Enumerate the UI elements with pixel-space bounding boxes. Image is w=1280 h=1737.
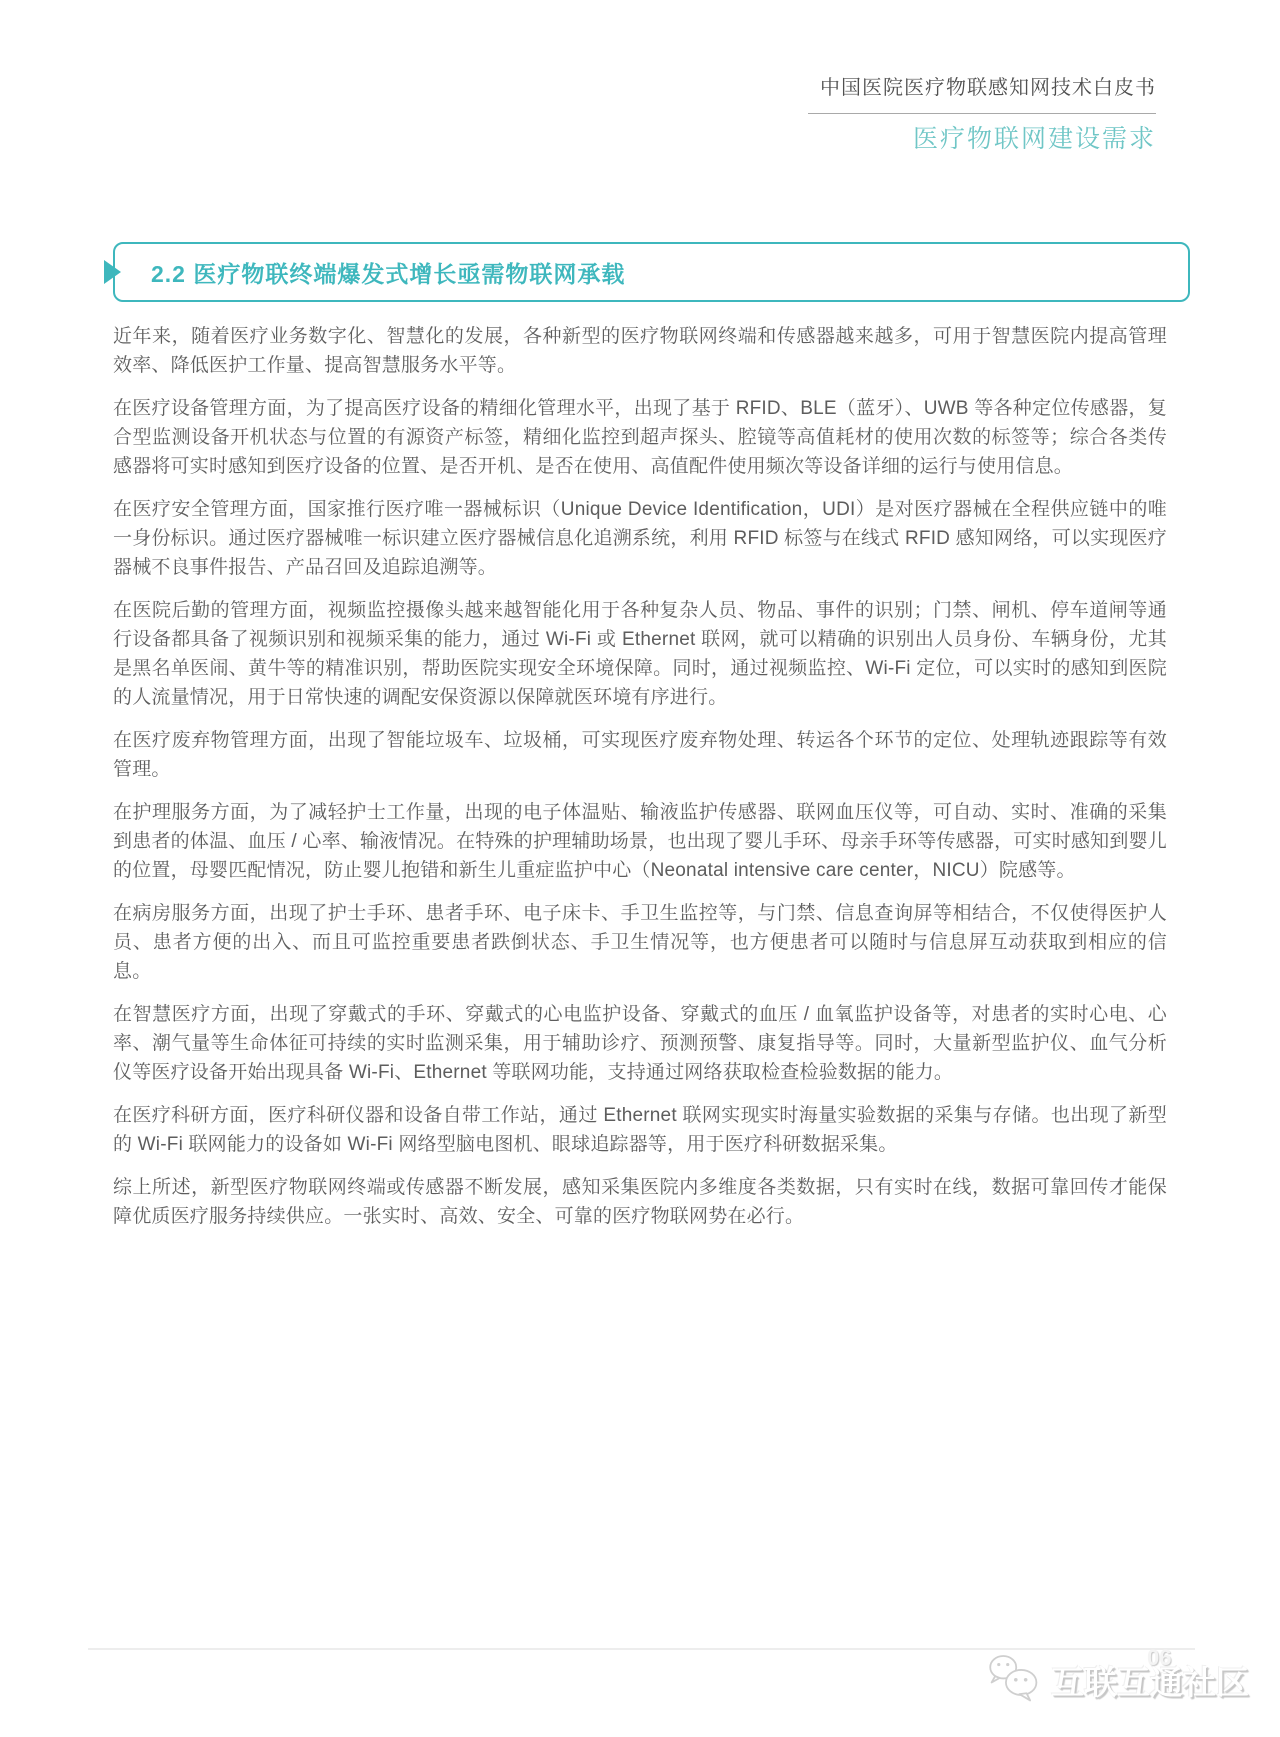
chapter-title: 医疗物联网建设需求 (912, 125, 1156, 153)
paragraph: 近年来，随着医疗业务数字化、智慧化的发展，各种新型的医疗物联网终端和传感器越来越多，可用于智慧医院内提高管理效率、降低医护工作量、提高智慧服务水平等。 (113, 326, 1167, 376)
triangle-marker-icon (104, 260, 121, 284)
brand-text-wrap (1051, 1645, 1249, 1704)
body-content (113, 322, 1167, 1245)
paragraph: 在医疗科研方面，医疗科研仪器和设备自带工作站，通过 Ethernet 联网实现实时海量实验数据的采集与存储。也出现了新型的 Wi-Fi 联网能力的设备如 Wi-Fi 网络型脑电图机、眼球追踪器等，用于医疗科研数据采集。 (113, 1105, 1167, 1155)
page-number: 06 (1147, 1645, 1172, 1670)
document-title: 中国医院医疗物联感知网技术白皮书 (820, 77, 1156, 99)
paragraph: 在医疗安全管理方面，国家推行医疗唯一器械标识（Unique Device Identification，UDI）是对医疗器械在全程供应链中的唯一身份标识。通过医疗器械唯一标识建立医疗器械信息化追溯系统，利用 RFID 标签与在线式 RFID 感知网络，可以实现医疗器械不良事件报告、产品召回及追踪追溯等。 (113, 499, 1167, 578)
header-divider (808, 113, 1156, 114)
chat-bubbles-icon (985, 1652, 1043, 1709)
paragraph: 在智慧医疗方面，出现了穿戴式的手环、穿戴式的心电监护设备、穿戴式的血压 / 血氧监护设备等，对患者的实时心电、心率、潮气量等生命体征可持续的实时监测采集，用于辅助诊疗、预测预警、康复指导等。同时，大量新型监护仪、血气分析仪等医疗设备开始出现具备 Wi-Fi、Ethernet 等联网功能，支持通过网络获取检查检验数据的能力。 (113, 1004, 1167, 1083)
paragraph: 在病房服务方面，出现了护士手环、患者手环、电子床卡、手卫生监控等，与门禁、信息查询屏等相结合，不仅使得医护人员、患者方便的出入、而且可监控重要患者跌倒状态、手卫生情况等，也方便患者可以随时与信息屏互动获取到相应的信息。 (113, 903, 1167, 982)
paragraph: 综上所述，新型医疗物联网终端或传感器不断发展，感知采集医院内多维度各类数据，只有实时在线，数据可靠回传才能保障优质医疗服务持续供应。一张实时、高效、安全、可靠的医疗物联网势在必行。 (113, 1177, 1167, 1227)
paragraph: 在医疗废弃物管理方面，出现了智能垃圾车、垃圾桶，可实现医疗废弃物处理、转运各个环节的定位、处理轨迹跟踪等有效管理。 (113, 730, 1167, 780)
section-heading-box (113, 242, 1190, 302)
footer-divider (88, 1648, 1195, 1650)
brand-watermark (985, 1645, 1249, 1709)
page-header (808, 75, 1156, 154)
brand-name: 互联互通社区 (1051, 1664, 1249, 1701)
section-title: 2.2 医疗物联终端爆发式增长亟需物联网承载 (151, 260, 626, 287)
paragraph: 在医疗设备管理方面，为了提高医疗设备的精细化管理水平，出现了基于 RFID、BLE（蓝牙）、UWB 等各种定位传感器，复合型监测设备开机状态与位置的有源资产标签，精细化监控到超声探头、腔镜等高值耗材的使用次数的标签等；综合各类传感器将可实时感知到医疗设备的位置、是否开机、是否在使用、高值配件使用频次等设备详细的运行与使用信息。 (113, 398, 1167, 477)
paragraph: 在护理服务方面，为了减轻护士工作量，出现的电子体温贴、输液监护传感器、联网血压仪等，可自动、实时、准确的采集到患者的体温、血压 / 心率、输液情况。在特殊的护理辅助场景，也出现了婴儿手环、母亲手环等传感器，可实时感知到婴儿的位置，母婴匹配情况，防止婴儿抱错和新生儿重症监护中心（Neonatal intensive care center，NICU）院感等。 (113, 802, 1167, 881)
paragraph: 在医院后勤的管理方面，视频监控摄像头越来越智能化用于各种复杂人员、物品、事件的识别；门禁、闸机、停车道闸等通行设备都具备了视频识别和视频采集的能力，通过 Wi-Fi 或 Ethernet 联网，就可以精确的识别出人员身份、车辆身份，尤其是黑名单医闹、黄牛等的精准识别，帮助医院实现安全环境保障。同时，通过视频监控、Wi-Fi 定位，可以实时的感知到医院的人流量情况，用于日常快速的调配安保资源以保障就医环境有序进行。 (113, 600, 1167, 708)
